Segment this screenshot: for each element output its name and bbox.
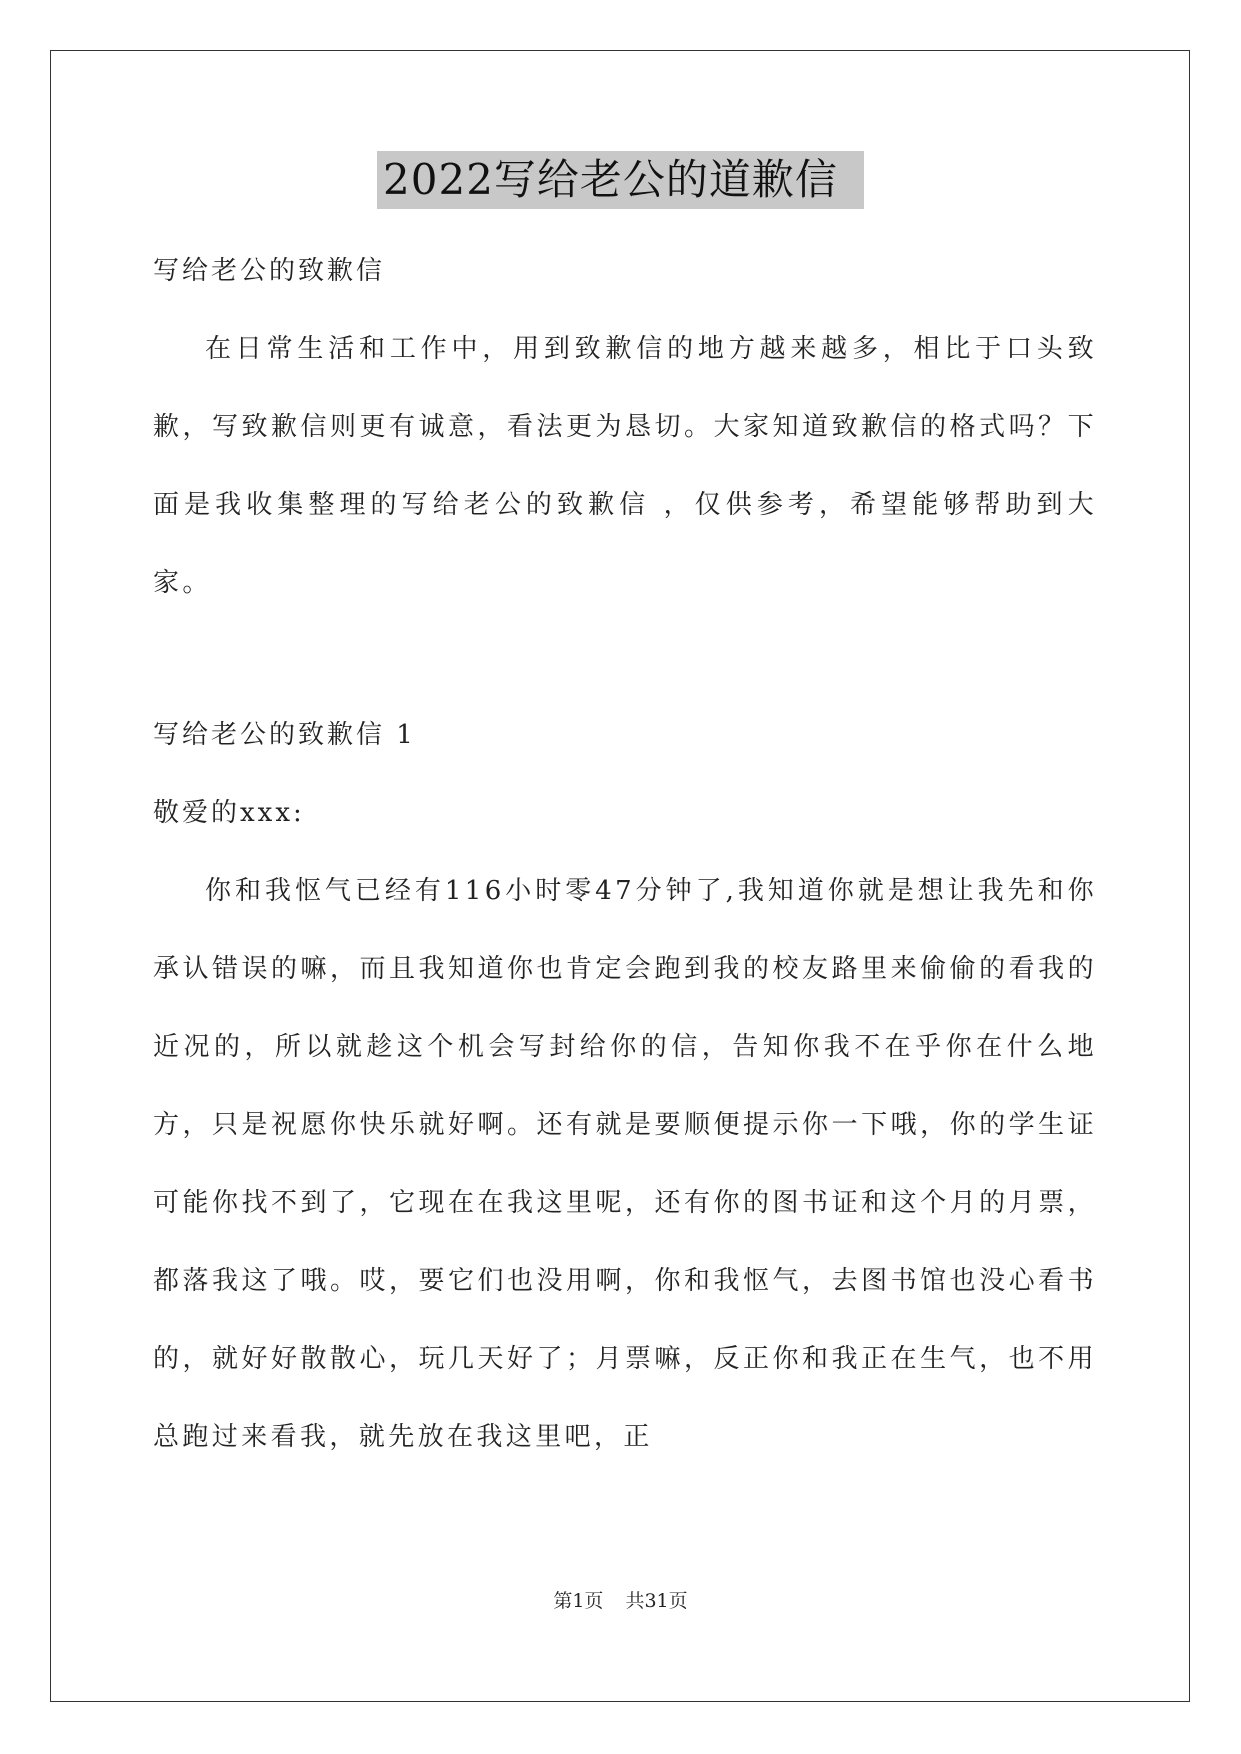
page-footer xyxy=(0,1586,1241,1613)
intro-paragraph: 在日常生活和工作中，用到致歉信的地方越来越多，相比于口头致歉，写致歉信则更有诚意，看法更为恳切。大家知道致歉信的格式吗？下面是我收集整理的写给老公的致歉信 ，仅供参考，希望能够帮助到大家。 xyxy=(153,334,1097,598)
section-heading: 写给老公的致歉信 1 xyxy=(153,720,416,750)
letter-paragraph: 你和我怄气已经有116小时零47分钟了,我知道你就是想让我先和你承认错误的嘛，而且我知道你也肯定会跑到我的校友路里来偷偷的看我的近况的，所以就趁这个机会写封给你的信，告知你我不在乎你在什么地方，只是祝愿你快乐就好啊。还有就是要顺便提示你一下哦，你的学生证可能你找不到了，它现在在我这里呢，还有你的图书证和这个月的月票，都落我这了哦。哎，要它们也没用啊，你和我怄气，去图书馆也没心看书的，就好好散散心，玩几天好了；月票嘛，反正你和我正在生气，也不用总跑过来看我，就先放在我这里吧，正 xyxy=(153,876,1097,1452)
title-area xyxy=(0,151,1241,209)
document-body xyxy=(153,232,1097,1476)
salutation: 敬爱的xxx: xyxy=(153,798,305,828)
page-number: 第1页 xyxy=(553,1590,604,1612)
section-gap xyxy=(153,622,1097,696)
document-title: 2022写给老公的道歉信 xyxy=(377,151,864,209)
page-total: 共31页 xyxy=(625,1590,688,1612)
intro-heading: 写给老公的致歉信 xyxy=(153,256,386,286)
